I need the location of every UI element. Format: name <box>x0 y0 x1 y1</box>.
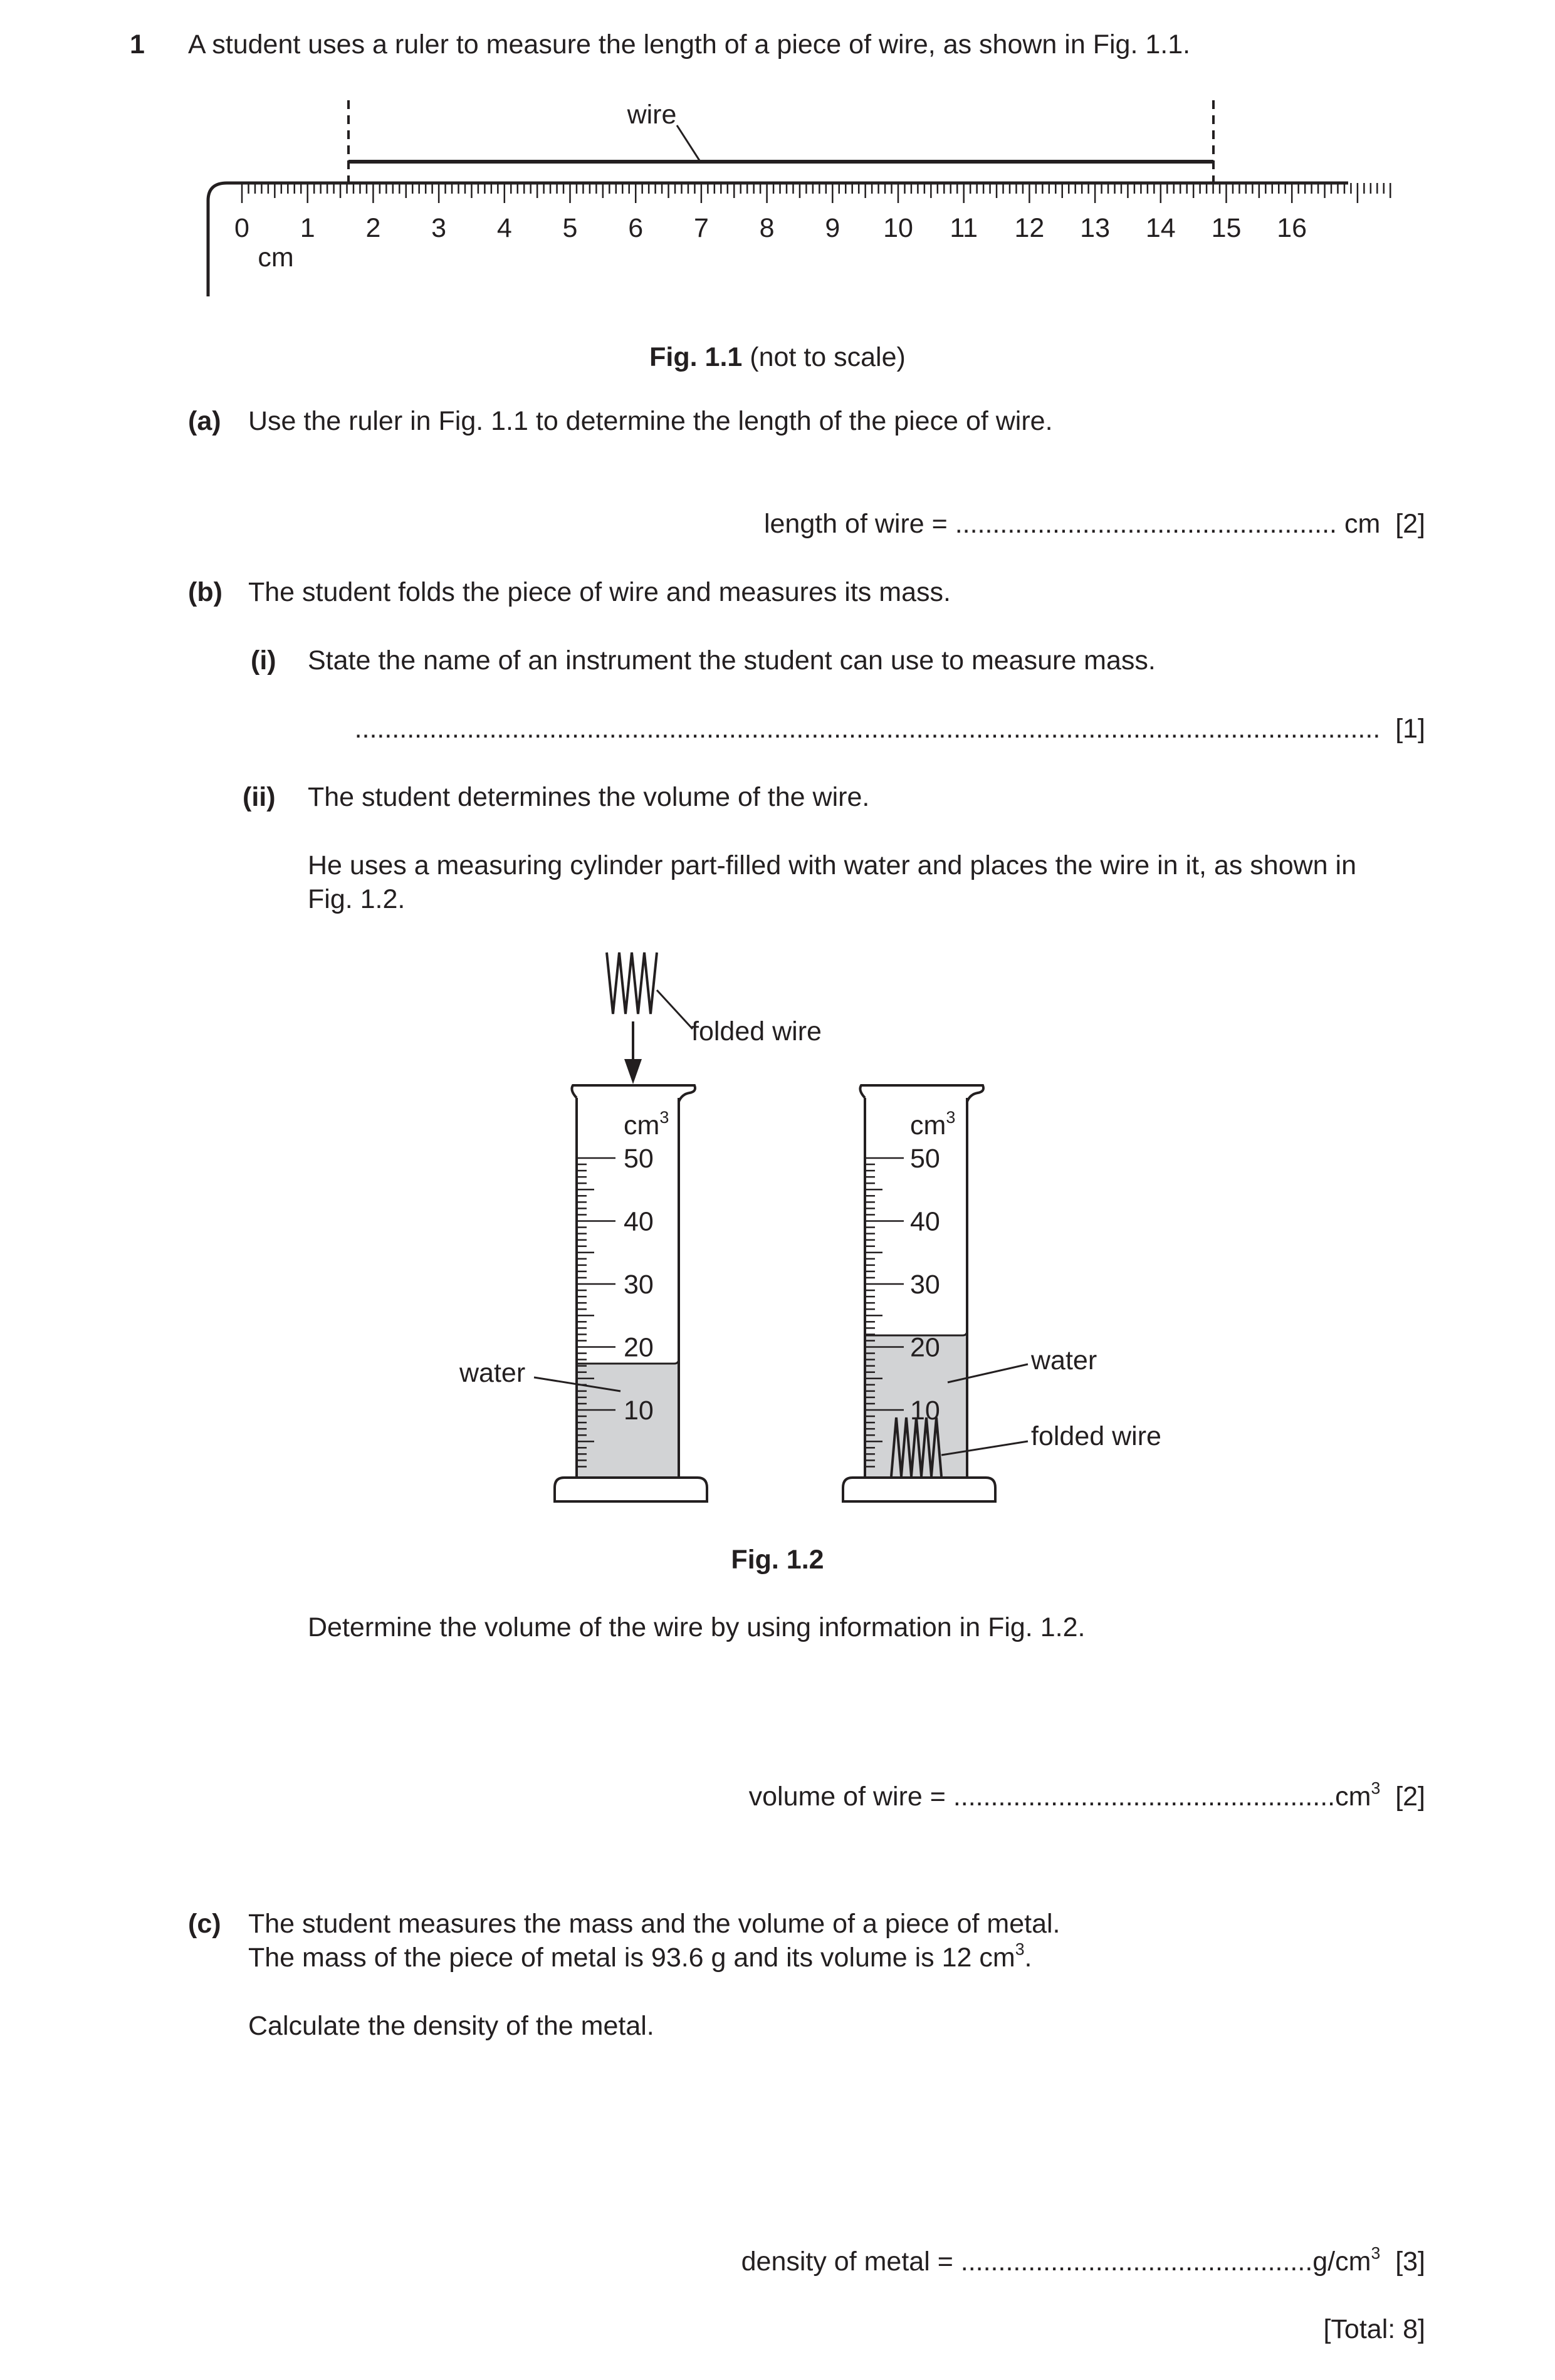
answer-space[interactable]: ................................................... <box>955 509 1337 539</box>
scale-label: 10 <box>624 1396 654 1426</box>
ruler-number: 13 <box>1080 213 1111 243</box>
ruler-number: 11 <box>950 213 978 243</box>
part-bii-text2b: Fig. 1.2. <box>308 884 406 914</box>
ruler-number: 1 <box>300 213 315 243</box>
question-number: 1 <box>130 29 145 60</box>
unit-label-left: $cm^3$ <box>624 1108 669 1140</box>
ruler-number: 4 <box>496 213 512 243</box>
part-c-answer-line: density of metal = $...............................................g/cm^3$ [3] <box>741 2243 1425 2277</box>
ruler-number: 6 <box>628 213 644 243</box>
water-label-right: water <box>1031 1345 1097 1375</box>
ruler-number: 9 <box>825 213 840 243</box>
part-bi-label: (i) <box>251 645 276 676</box>
part-b-label: (b) <box>188 577 223 607</box>
part-bi-answer-line: ......................................................................................................................................... [1] <box>354 714 1425 744</box>
folded-wire-label: folded wire <box>691 1016 822 1046</box>
ruler-number: 8 <box>759 213 775 243</box>
total-marks: [Total: 8] <box>1323 2314 1425 2344</box>
part-c-question: Calculate the density of the metal. <box>248 2011 654 2041</box>
part-c-text2: The mass of the piece of metal is 93.6 g and its volume is 12 $cm^3$. <box>248 1939 1032 1973</box>
wire-leader-line <box>677 125 699 160</box>
ruler-number: 5 <box>562 213 578 243</box>
cylinder-left <box>555 1085 707 1501</box>
part-bii-answer-line: volume of wire = $...................................................cm^3$ [2] <box>748 1778 1425 1812</box>
water-label-left: water <box>459 1358 526 1388</box>
part-bii-text: The student determines the volume of the wire. <box>308 782 870 812</box>
answer-space[interactable]: ............................................... <box>960 2247 1313 2277</box>
ruler-numbers <box>234 213 1307 243</box>
folded-wire-label-right: folded wire <box>1031 1421 1161 1451</box>
fig12-caption: Fig. 1.2 <box>731 1545 824 1575</box>
unit-label-right: $cm^3$ <box>910 1108 956 1140</box>
falling-folded-wire <box>607 953 657 1014</box>
part-bi-text: State the name of an instrument the student can use to measure mass. <box>308 645 1156 676</box>
part-bii-label: (ii) <box>243 782 276 812</box>
ruler-number: 7 <box>693 213 709 243</box>
answer-space[interactable]: ......................................................................................................................................... <box>354 714 1381 744</box>
part-c-label: (c) <box>188 1909 221 1939</box>
ruler-number: 2 <box>365 213 381 243</box>
scale-label: 30 <box>910 1270 940 1300</box>
ruler-number: 10 <box>883 213 913 243</box>
ruler-figure <box>0 81 1555 301</box>
folded-wire-leader <box>657 990 693 1029</box>
question-stem: A student uses a ruler to measure the length of a piece of wire, as shown in Fig. 1.1. <box>188 29 1191 60</box>
ruler-ticks <box>242 183 1390 203</box>
scale-label: 50 <box>910 1144 940 1174</box>
part-bii-text2a: He uses a measuring cylinder part-filled with water and places the wire in it, as shown in <box>308 850 1357 880</box>
answer-space[interactable]: ................................................... <box>953 1782 1336 1812</box>
cylinder-right <box>843 1085 995 1501</box>
wire-label: wire <box>627 100 677 130</box>
ruler-number: 16 <box>1277 213 1307 243</box>
scale-label: 10 <box>910 1396 940 1426</box>
ruler-number: 0 <box>234 213 249 243</box>
measuring-cylinders-figure <box>0 934 1555 1523</box>
ruler-unit: cm <box>258 243 294 273</box>
arrow-head <box>624 1059 642 1084</box>
scale-label: 50 <box>624 1144 654 1174</box>
scale-label: 40 <box>910 1206 940 1237</box>
part-c-text1: The student measures the mass and the volume of a piece of metal. <box>248 1909 1060 1939</box>
part-a-text: Use the ruler in Fig. 1.1 to determine the length of the piece of wire. <box>248 406 1053 436</box>
scale-label: 20 <box>624 1332 654 1363</box>
part-b-text: The student folds the piece of wire and measures its mass. <box>248 577 951 607</box>
ruler-number: 15 <box>1211 213 1242 243</box>
fig11-caption: Fig. 1.1 (not to scale) <box>649 342 906 372</box>
scale-label: 40 <box>624 1206 654 1237</box>
scale-label: 30 <box>624 1270 654 1300</box>
scale-label: 20 <box>910 1332 940 1363</box>
ruler-number: 3 <box>431 213 447 243</box>
ruler-number: 12 <box>1014 213 1045 243</box>
part-bii-question: Determine the volume of the wire by using information in Fig. 1.2. <box>308 1612 1086 1642</box>
part-a-answer-line: length of wire = ................................................... cm [2] <box>763 509 1425 539</box>
part-a-label: (a) <box>188 406 221 436</box>
ruler-number: 14 <box>1145 213 1176 243</box>
